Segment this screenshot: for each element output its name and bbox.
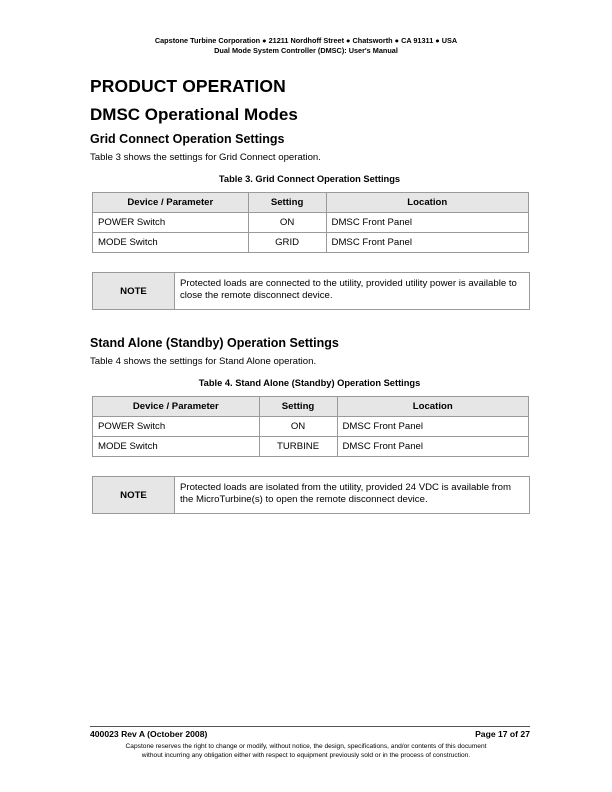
table-cell: ON (248, 213, 326, 233)
table-cell: MODE Switch (93, 233, 249, 253)
table-row (93, 417, 529, 437)
table-row (93, 437, 529, 457)
stand-alone-heading: Stand Alone (Standby) Operation Settings (90, 336, 339, 350)
table-cell: GRID (248, 233, 326, 253)
footer-divider (90, 726, 530, 727)
note-text: Protected loads are isolated from the utility, provided 24 VDC is available from the MicroTurbine(s) to open the remote disconnect device. (180, 482, 511, 505)
table-header-row (93, 397, 529, 417)
stand-alone-intro: Table 4 shows the settings for Stand Alone operation. (90, 356, 317, 367)
page-title: PRODUCT OPERATION (90, 76, 286, 96)
table4-stand-alone (92, 396, 529, 457)
stand-alone-note (92, 476, 530, 514)
header-company-line: Capstone Turbine Corporation ● 21211 Nordhoff Street ● Chatsworth ● CA 91311 ● USA (154, 36, 458, 45)
disclaimer-line: without incurring any obligation either with respect to equipment previously sold or in the process of construction. (141, 752, 471, 759)
column-header: Setting (259, 397, 337, 417)
table-cell: MODE Switch (93, 437, 260, 457)
grid-connect-note (92, 272, 530, 310)
table3-caption: Table 3. Grid Connect Operation Settings (218, 174, 401, 184)
table-row (93, 233, 529, 253)
table-cell: TURBINE (259, 437, 337, 457)
table-row (93, 213, 529, 233)
column-header: Location (326, 193, 528, 213)
table3-grid-connect (92, 192, 529, 253)
table-cell: ON (259, 417, 337, 437)
table-cell: DMSC Front Panel (337, 437, 529, 457)
grid-connect-heading: Grid Connect Operation Settings (90, 132, 285, 146)
footer-disclaimer (0, 742, 612, 760)
table-cell: DMSC Front Panel (337, 417, 529, 437)
table-cell: POWER Switch (93, 213, 249, 233)
table-cell: DMSC Front Panel (326, 213, 528, 233)
table-cell: DMSC Front Panel (326, 233, 528, 253)
footer-doc-id: 400023 Rev A (October 2008) (90, 729, 208, 739)
table-header-row (93, 193, 529, 213)
footer-page-number: Page 17 of 27 (475, 729, 530, 739)
table-cell: POWER Switch (93, 417, 260, 437)
disclaimer-line: Capstone reserves the right to change or modify, without notice, the design, specifications, and/or contents of this document (125, 743, 487, 750)
page-header (0, 36, 612, 56)
header-manual-title: Dual Mode System Controller (DMSC): User's Manual (214, 46, 398, 55)
note-label: NOTE (93, 477, 175, 513)
note-label: NOTE (93, 273, 175, 309)
column-header: Device / Parameter (93, 193, 249, 213)
table4-caption: Table 4. Stand Alone (Standby) Operation Settings (198, 378, 421, 388)
note-text: Protected loads are connected to the utility, provided utility power is available to close the remote disconnect device. (180, 278, 517, 301)
section-title: DMSC Operational Modes (90, 105, 298, 124)
column-header: Setting (248, 193, 326, 213)
grid-connect-intro: Table 3 shows the settings for Grid Connect operation. (90, 152, 321, 163)
column-header: Location (337, 397, 529, 417)
column-header: Device / Parameter (93, 397, 260, 417)
